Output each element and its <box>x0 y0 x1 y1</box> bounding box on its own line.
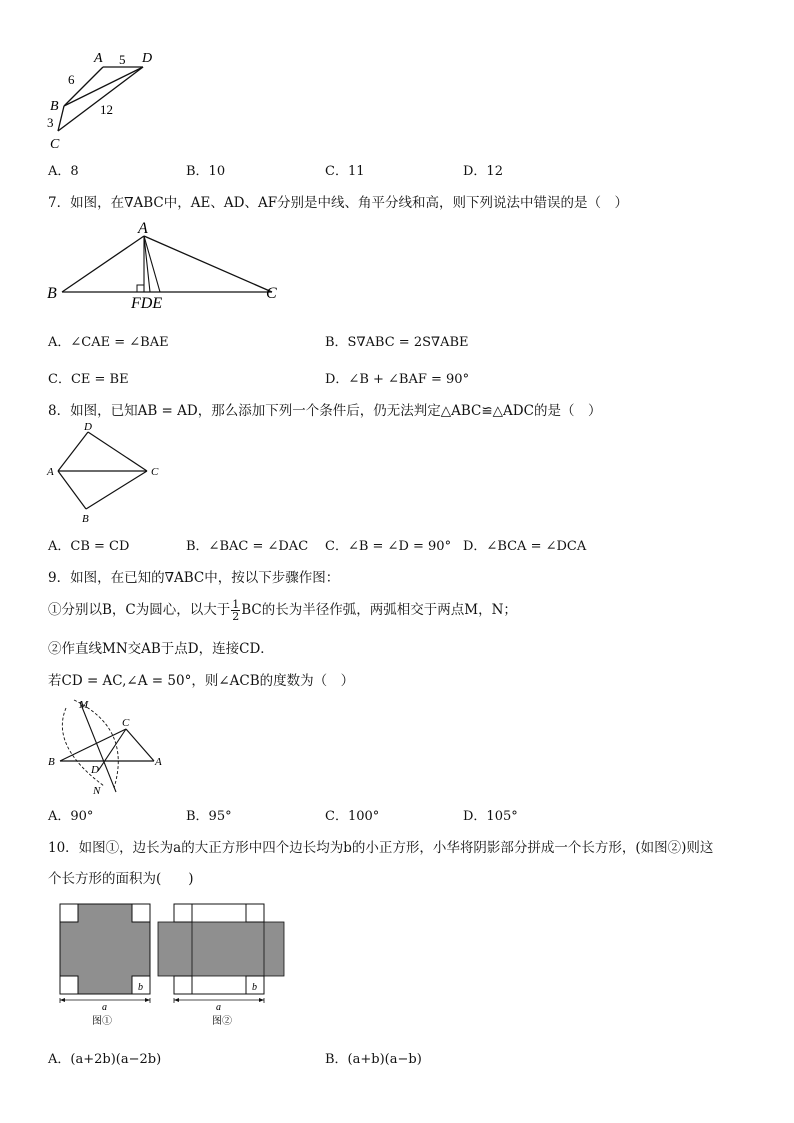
q10-stem-line2: 个长方形的面积为( ) <box>48 871 194 887</box>
q7-stem: 7．如图，在∇ABC中，AE、AD、AF分别是中线、角平分线和高，则下列说法中错误的是（ ） <box>48 195 629 211</box>
q8-label-c: C <box>151 466 159 478</box>
q7-label-c: C <box>266 285 277 302</box>
q9-step1-post: BC的长为半径作弧，两弧相交于两点M，N； <box>241 602 517 618</box>
q9-label-c: C <box>122 717 130 729</box>
q7-label-a: A <box>138 220 148 237</box>
q9-figure <box>44 694 174 802</box>
q9-label-m: M <box>79 699 89 711</box>
q8-option-b[interactable]: B．∠BAC = ∠DAC <box>186 539 309 554</box>
q10-fig2-label-b: b <box>252 982 257 993</box>
q10-fig2-caption: 图② <box>212 1016 232 1027</box>
q9-stem: 9．如图，在已知的∇ABC中，按以下步骤作图： <box>48 570 340 586</box>
q8-option-c[interactable]: C．∠B = ∠D = 90° <box>325 539 452 554</box>
q6-option-c[interactable]: C．11 <box>325 164 365 179</box>
q6-option-a[interactable]: A．8 <box>48 164 79 179</box>
q9-option-a[interactable]: A．90° <box>48 809 94 824</box>
q6-label-bc: 3 <box>47 115 54 130</box>
q10-figure-1 <box>56 900 156 1030</box>
q10-fig1-caption: 图① <box>92 1016 112 1027</box>
q7-option-d[interactable]: D．∠B + ∠BAF = 90° <box>325 372 470 387</box>
q9-option-c[interactable]: C．100° <box>325 809 380 824</box>
q8-figure <box>44 418 174 526</box>
q7-option-a[interactable]: A．∠CAE = ∠BAE <box>48 335 169 350</box>
q8-label-a: A <box>47 466 54 478</box>
q6-figure <box>40 44 160 154</box>
q9-label-n: N <box>93 785 101 797</box>
q9-label-a: A <box>155 756 162 768</box>
q10-fig1-label-a: a <box>102 1002 107 1013</box>
q6-label-ad: 5 <box>119 52 126 67</box>
q9-step2: ②作直线MN交AB于点D，连接CD． <box>48 641 274 657</box>
q6-label-d: D <box>142 51 153 66</box>
q7-label-fde: FDE <box>131 295 163 312</box>
q9-fraction <box>231 599 240 622</box>
q7-label-b: B <box>47 285 57 302</box>
q7-figure <box>44 218 294 313</box>
q7-option-b[interactable]: B．S∇ABC = 2S∇ABE <box>325 335 469 350</box>
q10-option-a[interactable]: A．(a+2b)(a−2b) <box>48 1052 162 1067</box>
q9-condition: 若CD = AC,∠A = 50°，则∠ACB的度数为（ ） <box>48 673 355 689</box>
q9-frac-num: 1 <box>232 598 240 611</box>
q10-option-b[interactable]: B．(a+b)(a−b) <box>325 1052 422 1067</box>
q10-fig2-label-a: a <box>216 1002 221 1013</box>
q10-figure-2 <box>152 900 292 1030</box>
q8-label-d: D <box>84 421 92 433</box>
q9-label-b: B <box>48 756 55 768</box>
q6-option-b[interactable]: B．10 <box>186 164 226 179</box>
q6-label-cd: 12 <box>100 102 113 117</box>
q6-label-ab: 6 <box>68 72 75 87</box>
q6-label-c: C <box>50 137 60 152</box>
q6-label-b: B <box>50 99 59 114</box>
q6-label-a: A <box>94 51 103 66</box>
q9-frac-den: 2 <box>232 610 240 623</box>
q7-option-c[interactable]: C．CE = BE <box>48 372 129 387</box>
q8-stem: 8．如图，已知AB = AD，那么添加下列一个条件后，仍无法判定△ABC≌△ADC的是（ ） <box>48 403 602 419</box>
q8-option-d[interactable]: D．∠BCA = ∠DCA <box>463 539 587 554</box>
q10-fig1-label-b: b <box>138 982 143 993</box>
q8-label-b: B <box>82 513 89 525</box>
q6-option-d[interactable]: D．12 <box>463 164 503 179</box>
q9-option-b[interactable]: B．95° <box>186 809 232 824</box>
q9-option-d[interactable]: D．105° <box>463 809 518 824</box>
q9-step1-pre: ①分别以B，C为圆心，以大于 <box>48 602 231 618</box>
q8-option-a[interactable]: A．CB = CD <box>48 539 130 554</box>
q9-label-d: D <box>91 764 99 776</box>
q9-step1 <box>48 598 517 622</box>
q10-stem-line1: 10．如图①，边长为a的大正方形中四个边长均为b的小正方形，小华将阴影部分拼成一个长方形，(如图②)则这 <box>48 840 714 856</box>
